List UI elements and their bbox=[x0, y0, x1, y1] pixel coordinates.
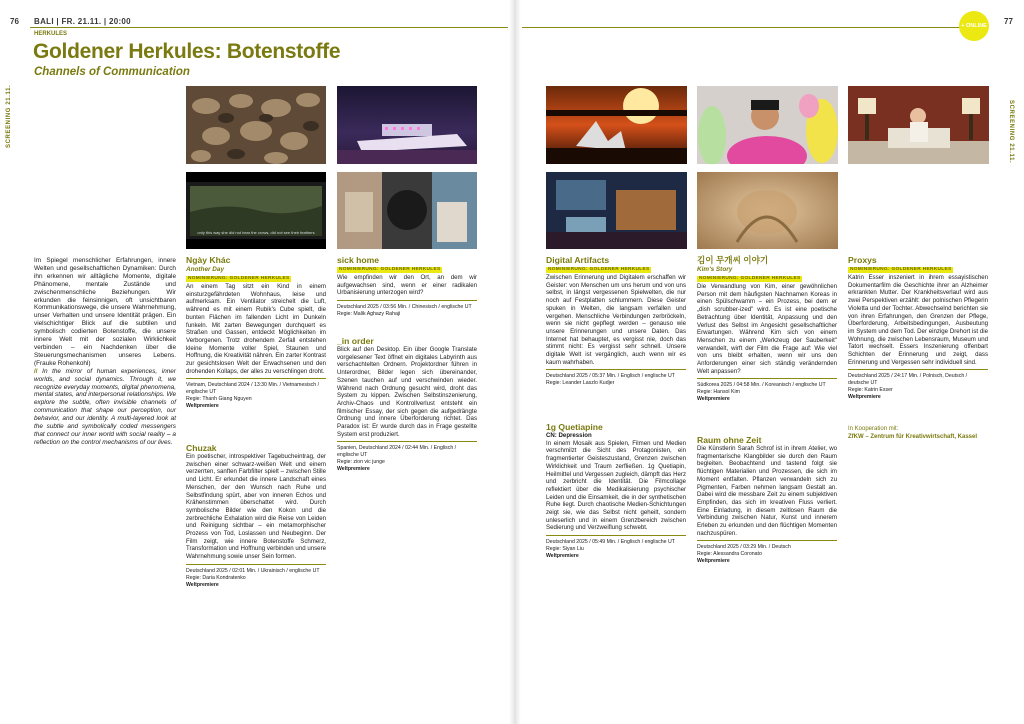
still-proxys-1 bbox=[848, 86, 989, 164]
film-director: Regie: Daria Kondratenko bbox=[186, 574, 246, 581]
film-title: Proxys bbox=[848, 255, 877, 265]
film-details: Deutschland 2025 / 05:49 Min. / Englisch / englische UT bbox=[546, 539, 675, 546]
cooperation-note bbox=[848, 425, 998, 441]
film-title: 김이 무개씨 이야기 bbox=[697, 255, 769, 265]
english-marker: // bbox=[34, 367, 38, 375]
intro-german: Im Spiegel menschlicher Erfahrungen, innere Welten und gesellschaftlichen Dynamiken: Durch ihn erkennen wir alltägliche Momente, digitale Phänomene, mentale Zustände und zwischenmenschliche Beziehungen. Wir erkunden die feinsinnigen, oft unsichtbaren Kommunikationswege, die unsere Wahrnehmung, unser Verhalten und unsere Identität prägen. Ein vielschichtiger Blick auf die subtilen und symbolisch codierten Botenstoffe, die unsere innere Welt mit der sozialen Wirklichkeit verbinden – ein Nachdenken über die Steuerungsmechanismen unseres Lebens. (Frauke Rohenkohl) bbox=[34, 257, 176, 367]
nomination-badge: NOMINIERUNG: GOLDENER HERKULES bbox=[548, 267, 650, 272]
page-subtitle: Channels of Communication bbox=[34, 66, 190, 78]
film-meta bbox=[546, 535, 686, 560]
film-entry-raum-ohne-zeit bbox=[697, 435, 837, 565]
film-meta bbox=[697, 378, 837, 403]
film-details: Deutschland 2025 / 24:17 Min. / Polnisch, Deutsch / deutsche UT bbox=[848, 373, 968, 387]
still-raum-ohne-zeit-1 bbox=[697, 172, 838, 249]
nomination-badge: NOMINIERUNG: GOLDENER HERKULES bbox=[339, 267, 441, 272]
film-meta bbox=[546, 369, 686, 387]
intro-text bbox=[34, 257, 176, 447]
film-director: Regie: Malik Aghazy Rahaji bbox=[337, 311, 401, 318]
film-premiere: Weltpremiere bbox=[186, 403, 219, 410]
header-rule-right bbox=[522, 27, 962, 28]
film-synopsis: Katrin Esser inszeniert in ihrem essayistischen Dokumentarfilm die Geschichte ihrer an Alzheimer erkrankten Mutter. Der Krankheitsverlauf wird aus zwei Perspektiven erzählt: der polnischen Pflegerin Violetta und der Tochter. Abwechselnd berichten sie von ihren Erfahrungen, den Grenzen der Pflege, Überforderung, Arbeitsbedingungen, Ausbeutung im System und dem Tod. Der einzige Drehort ist die Wohnung, die zwischen Lebensraum, Museum und Tatort wechselt. Essers Inszenierung offenbart Schichten der Erinnerung und zeigt, dass Erinnerung und Vergessen sehr individuell sind. bbox=[848, 274, 988, 366]
cooperation-partner: ZfKW – Zentrum für Kreativwirtschaft, Kassel bbox=[848, 434, 978, 440]
film-synopsis: An einem Tag sitzt ein Kind in einem einsturzgefährdeten Wohnhaus, leise und aufmerksam. Ein Ventilator streichelt die Luft, während es mit einem Rubik's Cube spielt, die bunten Flächen im fallenden Licht im Dunkeln funkeln. Mit zarten Bewegungen durchquert es Straßen und Gassen, entdeckt Möglichkeiten im Verborgenen. Trotz drohendem Zerfall entstehen kleine Momente voller Spiel, Staunen und Hoffnung, die Kreativität nähren. Ein zarter Kontrast zur gesichtslosen Welt der Erwachsenen und den drohenden Kollaps, der alles zu verschlingen droht. bbox=[186, 283, 326, 375]
side-label-left: SCREENING 21.11. bbox=[6, 84, 12, 148]
film-synopsis: In einem Mosaik aus Spielen, Filmen und Medien verschmilzt die Sicht des Protagonisten, ein fragmentierter Geisteszustand, Grenzen zwischen Wirklichkeit und Traum zerfließen. 1g Quetiapin, Heilmittel und Vergessen zugleich, dämpft das Herz und zerbricht die Identität. Die Filmcollage reflektiert über die Medikalisierung psychischer Leiden und die Einsamkeit, die in der synthetischen Ruhe liegt. Durch chaotische Medien-Schichtungen zeigt sie, wie das Selbst nicht geheilt, sondern unleserlich und in einem Grenzbereich zwischen Sedierung und Verzweiflung schwebt. bbox=[546, 439, 686, 532]
film-premiere: Weltpremiere bbox=[546, 553, 579, 560]
still-1g-quetiapine-1 bbox=[546, 172, 687, 249]
page-title: Goldener Herkules: Botenstoffe bbox=[33, 40, 341, 63]
film-title: Chuzak bbox=[186, 443, 217, 453]
still-sick-home-1 bbox=[337, 86, 477, 164]
film-premiere: Weltpremiere bbox=[848, 394, 881, 401]
film-title: Ngày Khác bbox=[186, 255, 231, 265]
film-meta bbox=[848, 369, 988, 401]
film-synopsis: Zwischen Erinnerung und Digitalem erschaffen wir Geister: von Menschen um uns herum und von uns selbst, in längst vergessenen Spielwelten, die nur noch auf Festplatten schlummern. Diese Geister spuken in Welten, die langsam verfallen und vergehen. Menschliche Verbindungen zerbröckeln, wenn sie nicht gepflegt werden – genauso wie unsere Erinnerungen und unsere Daten. Das Internet hat behauptet, es vergisst nie, doch das stimmt nicht: Es vergisst sehr schnell. Unsere digitale Welt ist vergänglich, auch wenn wir es kaum wahrhaben. bbox=[546, 274, 686, 366]
film-director: Regie: Hansol Kim bbox=[697, 389, 740, 396]
film-meta bbox=[186, 564, 326, 589]
still-in-order-1 bbox=[337, 172, 477, 249]
nomination-badge: NOMINIERUNG: GOLDENER HERKULES bbox=[699, 276, 801, 281]
page-number-right: 77 bbox=[1004, 17, 1013, 26]
film-title: _in order bbox=[337, 336, 374, 346]
still-digital-artifacts-1 bbox=[546, 86, 687, 164]
film-details: Deutschland 2025 / 03:56 Min. / Chinesisch / englische UT bbox=[337, 304, 472, 311]
page-number-left: 76 bbox=[10, 17, 19, 26]
film-premiere: Weltpremiere bbox=[697, 558, 730, 565]
film-details: Spanien, Deutschland 2024 / 02:44 Min. / Englisch / englische UT bbox=[337, 445, 457, 459]
film-entry-digital-artifacts bbox=[546, 255, 686, 387]
nomination-badge: NOMINIERUNG: GOLDENER HERKULES bbox=[188, 276, 290, 281]
film-meta bbox=[337, 300, 477, 318]
film-premiere: Weltpremiere bbox=[186, 581, 219, 588]
film-title: Raum ohne Zeit bbox=[697, 435, 762, 445]
still-kims-story-1 bbox=[697, 86, 838, 164]
intro-english bbox=[34, 368, 176, 447]
film-title: Digital Artifacts bbox=[546, 255, 610, 265]
film-director: Regie: zion vic junge bbox=[337, 459, 385, 466]
online-badge: + ONLINE bbox=[959, 11, 989, 41]
film-synopsis: Die Künstlerin Sarah Schrof ist in ihrem Atelier, wo fragmentarische Klangbilder sie durch den Raum begleiten. Beobachtend und tastend folgt sie flüchtigen Materialien und Prozessen, die sich im Moment entfalten. Pflanzen verwandeln sich zu Pigmenten, Farben nehmen langsam Gestalt an. Dabei wird die messbare Zeit zu einem subjektiven Empfinden, das sich im kreativen Fluss verliert. Eine Einladung, in diesem zeitlosen Raum die Verbindung zwischen Natur, Kunst und innerem Erleben zu erkunden und den flüchtigen Momenten nachzuspüren. bbox=[697, 445, 837, 537]
film-original-title: Kim's Story bbox=[697, 266, 733, 273]
film-original-title: Another Day bbox=[186, 266, 224, 273]
still-another-day-2 bbox=[186, 172, 326, 249]
film-meta bbox=[697, 540, 837, 565]
page-gutter bbox=[509, 0, 521, 724]
film-synopsis: Wie empfinden wir den Ort, an dem wir aufgewachsen sind, wenn er einer radikalen Urbanisierung unterzogen wird? bbox=[337, 274, 477, 297]
film-entry-proxys bbox=[848, 255, 988, 401]
film-synopsis: Blick auf den Desktop. Ein über Google Translate vorgelesener Text öffnet ein digitales Labyrinth aus verschachtelten Ordnern. Projektordner führen in Unterordner, Bilder legen sich übereinander, Szenen tauchen auf und verschwinden wieder. Während nach Ordnung gesucht wird, droht das System zu kippen. Zwischen Selbstinszenierung, Archiv-Chaos und Kontrollverlust entsteht ein filmischer Essay, der sich gegen die aufgedrängte Ordnung und innere Überforderung richtet. Das Paradox ist: Er wurde durch das in Frage gestellte System erst produziert. bbox=[337, 346, 477, 438]
film-entry-in-order bbox=[337, 336, 477, 473]
film-entry-ngay-khac bbox=[186, 255, 326, 410]
side-label-right: SCREENING 21.11. bbox=[1008, 100, 1014, 164]
film-details: Deutschland 2025 / 02:01 Min. / Ukrainisch / englische UT bbox=[186, 567, 320, 574]
film-premiere: Weltpremiere bbox=[337, 466, 370, 473]
nomination-badge: NOMINIERUNG: GOLDENER HERKULES bbox=[850, 267, 952, 272]
film-director: Regie: Leander Laszlo Kudjer bbox=[546, 380, 615, 387]
film-entry-1g-quetiapine bbox=[546, 422, 686, 560]
film-meta bbox=[337, 441, 477, 473]
film-details: Vietnam, Deutschland 2024 / 13:30 Min. / Vietnamesisch / englische UT bbox=[186, 382, 320, 396]
film-director: Regie: Katrin Esser bbox=[848, 387, 893, 394]
film-synopsis: Die Verwandlung von Kim, einer gewöhnlichen Person mit dem häufigsten Nachnamen Koreas in einen Spülschwamm – ein Prozess, bei dem er „dish scrubber-ized" wird. Es ist eine poetische Betrachtung über Identität, Anpassung und den Verlust des Selbst im Angesicht gesellschaftlicher Erwartungen. Während Kim sich von einem Menschen zu einem „Werkzeug der Sauberkeit" verwandelt, wirft der Film die Frage auf: Wie viel von uns bleibt erhalten, wenn wir uns den Anforderungen einer sich ständig verändernden Welt anpassen? bbox=[697, 283, 837, 375]
header-rule-left bbox=[30, 27, 508, 28]
cooperation-label: In Kooperation mit: bbox=[848, 426, 899, 432]
event-header: BALI | FR. 21.11. | 20:00 bbox=[34, 17, 131, 26]
still-another-day-1 bbox=[186, 86, 326, 164]
film-synopsis: Ein poetischer, introspektiver Tagebucheintrag, der zwischen einer schwarz-weißen Welt und einem verzerrten, sanften Farbfilter spielt – zwischen Stille und Licht. Er erkundet die innere Landschaft eines Menschen, der den Wunsch nach Ruhe und Selbstfindung spürt, aber von inneren Echos und Krähenstimmen überschattet wird. Durch symbolische Bilder wie den Kokon und die zerbrechliche Exhalation wird die Reise von Leiden und Reinigung sichtbar – ein metamorphischer Prozess von Tod, Loslassen und Neubeginn. Der Film zeigt, wie innere Botenstoffe Schmerz, Transformation und Hoffnung verbinden und unsere Wahrnehmung sowie unser Sein formen. bbox=[186, 453, 326, 561]
film-entry-sick-home bbox=[337, 255, 477, 318]
film-premiere: Weltpremiere bbox=[697, 396, 730, 403]
film-details: Deutschland 2025 / 03:29 Min. / Deutsch bbox=[697, 544, 791, 551]
film-details: Südkorea 2025 / 04:58 Min. / Koreanisch / englische UT bbox=[697, 382, 826, 389]
film-entry-kims-story bbox=[697, 255, 837, 403]
film-details: Deutschland 2025 / 05:37 Min. / Englisch / englische UT bbox=[546, 373, 675, 380]
film-title: sick home bbox=[337, 255, 380, 265]
film-director: Regie: Alessandra Coronato bbox=[697, 551, 762, 558]
film-entry-chuzak bbox=[186, 443, 326, 589]
film-title: 1g Quetiapine bbox=[546, 422, 603, 432]
film-director: Regie: Siyan Liu bbox=[546, 546, 584, 553]
film-meta bbox=[186, 378, 326, 410]
section-tag: HERKULES bbox=[34, 31, 68, 37]
film-director: Regie: Thanh Giang Nguyen bbox=[186, 396, 252, 403]
content-note: CN: Depression bbox=[546, 432, 592, 439]
still-caption: only this way she did not hear the crows, did not see their feathers bbox=[197, 230, 315, 235]
intro-english-text: In the mirror of human experiences, inner worlds, and social dynamics. Through it, we recognize everyday moments, digital phenomena, mental states, and interpersonal relationships. We explore the subtle, often invisible channels of communication that shape our perception, our behavior, and our identity. A multi-layered look at the subtle and symbolically coded messengers that connect our inner world with social reality – a reflection on the control mechanisms of our lives. bbox=[34, 367, 176, 446]
